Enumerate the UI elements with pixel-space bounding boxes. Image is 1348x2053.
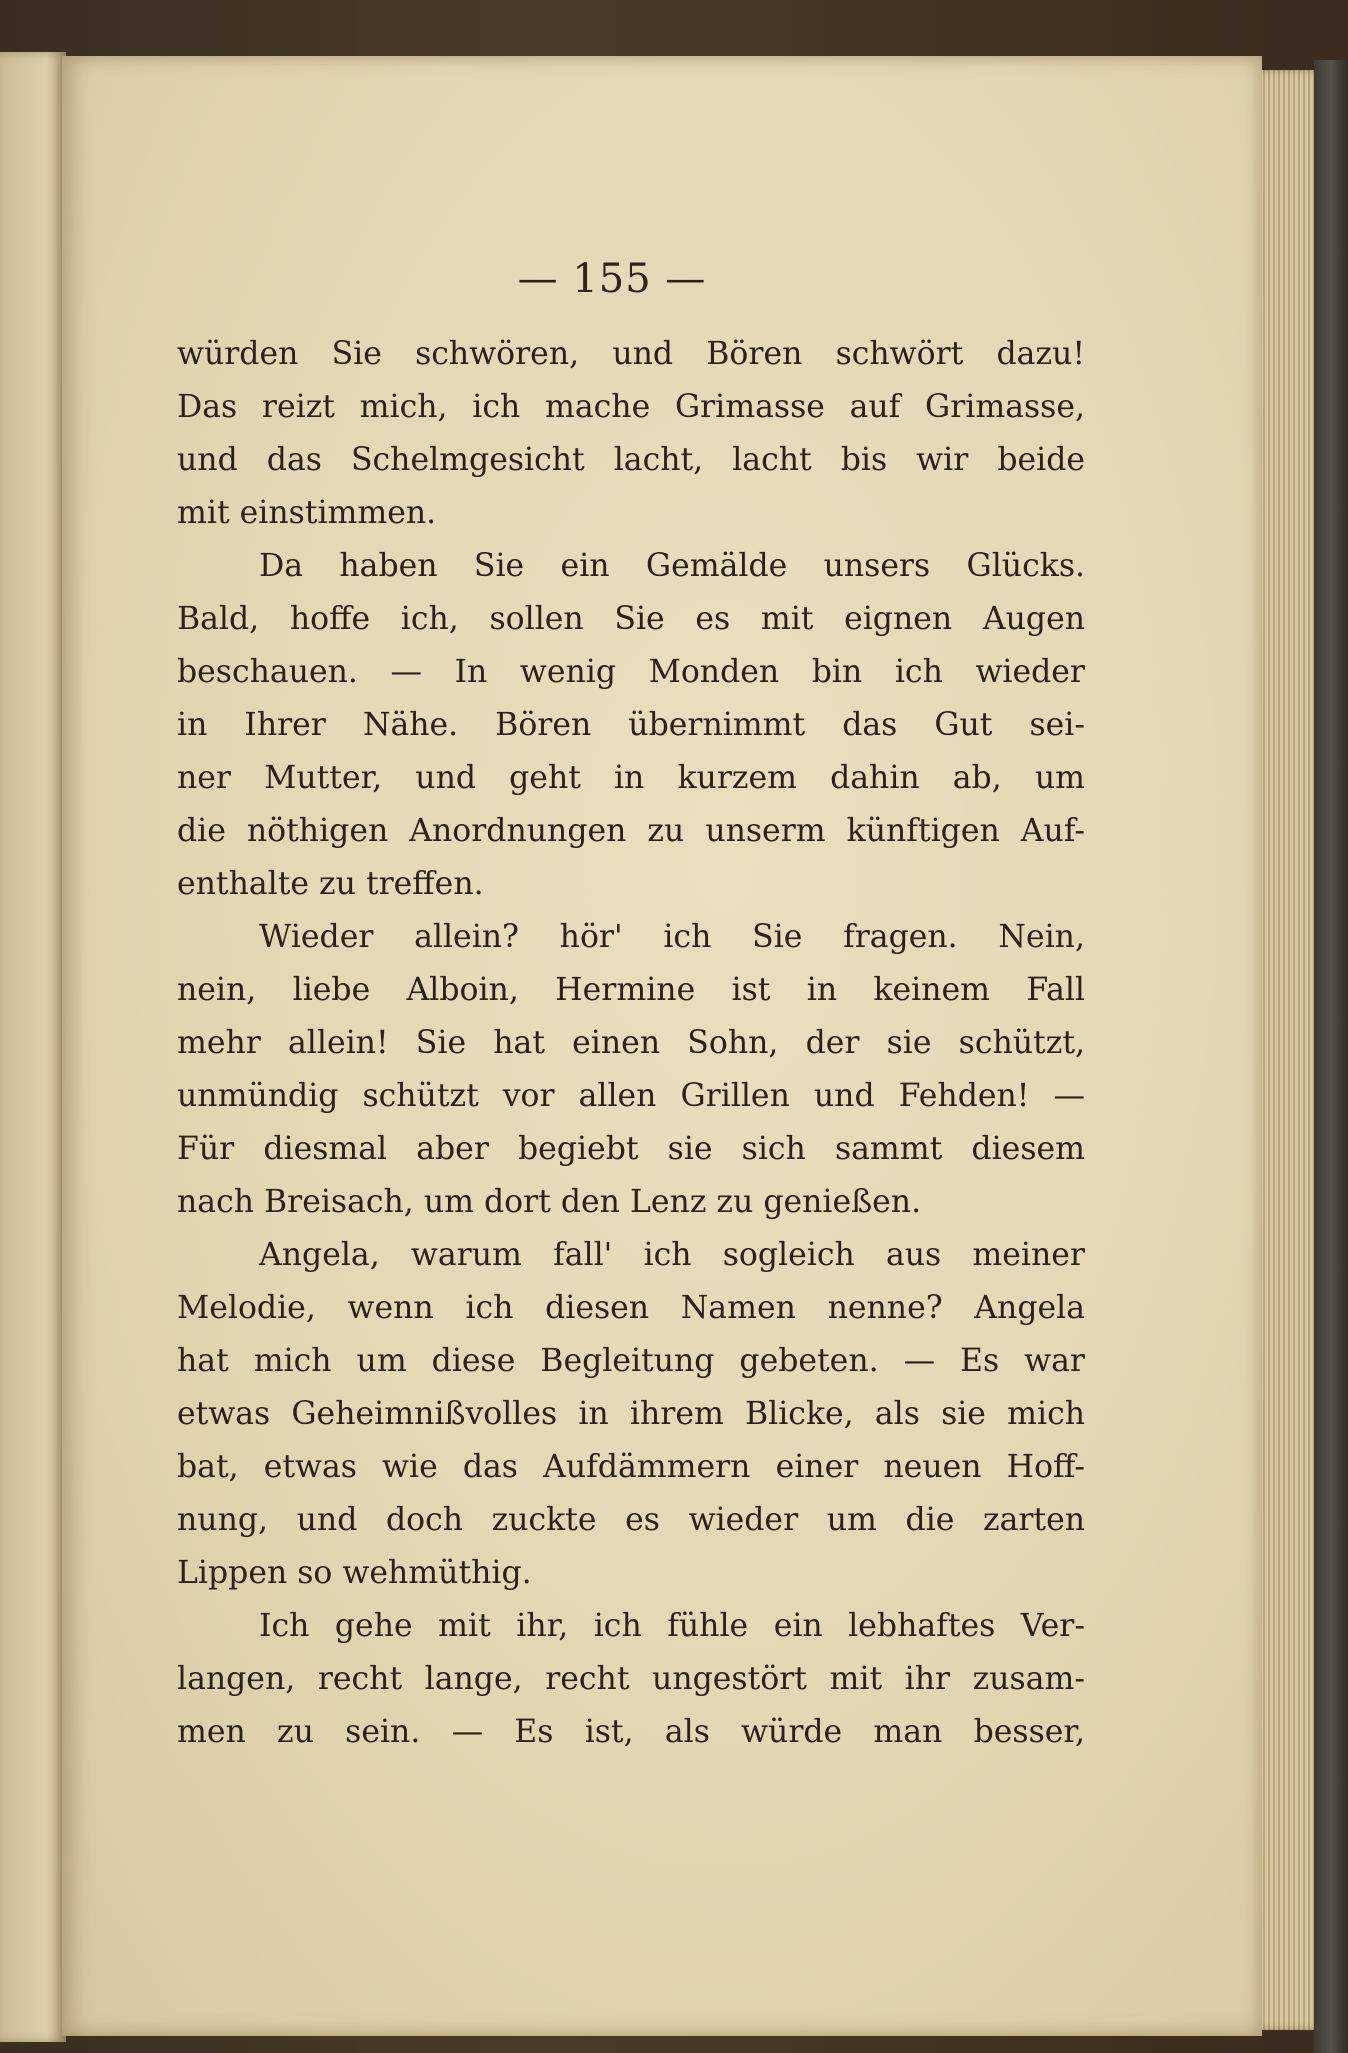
text-line: mit einstimmen. bbox=[177, 495, 437, 531]
text-line: Ich gehe mit ihr, ich fühle ein lebhaftes Ver- bbox=[259, 1608, 1085, 1644]
text-line: Das reizt mich, ich mache Grimasse auf Grimasse, bbox=[177, 389, 1085, 425]
text-line: Für diesmal aber begiebt sie sich sammt diesem bbox=[177, 1131, 1085, 1167]
text-line: langen, recht lange, recht ungestört mit ihr zusam- bbox=[177, 1661, 1085, 1697]
text-line: enthalte zu treffen. bbox=[177, 866, 484, 902]
book-cover-edge bbox=[1314, 60, 1348, 2053]
text-line: nach Breisach, um dort den Lenz zu genießen. bbox=[177, 1184, 922, 1220]
text-line: nein, liebe Alboin, Hermine ist in keinem Fall bbox=[177, 972, 1085, 1008]
text-line: Melodie, wenn ich diesen Namen nenne? Angela bbox=[177, 1290, 1085, 1326]
text-line: unmündig schützt vor allen Grillen und Fehden! — bbox=[177, 1078, 1085, 1114]
text-line: Angela, warum fall' ich sogleich aus meiner bbox=[259, 1237, 1085, 1273]
left-page-edge bbox=[0, 52, 66, 2042]
text-line: beschauen. — In wenig Monden bin ich wieder bbox=[177, 654, 1085, 690]
text-line: Bald, hoffe ich, sollen Sie es mit eignen Augen bbox=[177, 601, 1085, 637]
text-line: etwas Geheimnißvolles in ihrem Blicke, als sie mich bbox=[177, 1396, 1085, 1432]
text-line: in Ihrer Nähe. Bören übernimmt das Gut sei- bbox=[177, 707, 1085, 743]
text-line: mehr allein! Sie hat einen Sohn, der sie schützt, bbox=[177, 1025, 1085, 1061]
text-line: hat mich um diese Begleitung gebeten. — Es war bbox=[177, 1343, 1085, 1379]
text-line: würden Sie schwören, und Bören schwört dazu! bbox=[177, 336, 1085, 372]
text-line: nung, und doch zuckte es wieder um die zarten bbox=[177, 1502, 1085, 1538]
text-line: Lippen so wehmüthig. bbox=[177, 1555, 532, 1591]
text-line: men zu sein. — Es ist, als würde man besser, bbox=[177, 1714, 1085, 1750]
page-body-text bbox=[177, 328, 1085, 1759]
text-line: ner Mutter, und geht in kurzem dahin ab, um bbox=[177, 760, 1085, 796]
text-line: die nöthigen Anordnungen zu unserm künftigen Auf- bbox=[177, 813, 1085, 849]
page-number: — 155 — bbox=[517, 256, 707, 302]
text-line: bat, etwas wie das Aufdämmern einer neuen Hoff- bbox=[177, 1449, 1085, 1485]
book-page bbox=[62, 56, 1262, 2036]
text-line: Wieder allein? hör' ich Sie fragen. Nein, bbox=[259, 919, 1085, 955]
text-line: Da haben Sie ein Gemälde unsers Glücks. bbox=[259, 548, 1085, 584]
text-line: und das Schelmgesicht lacht, lacht bis wir beide bbox=[177, 442, 1085, 478]
